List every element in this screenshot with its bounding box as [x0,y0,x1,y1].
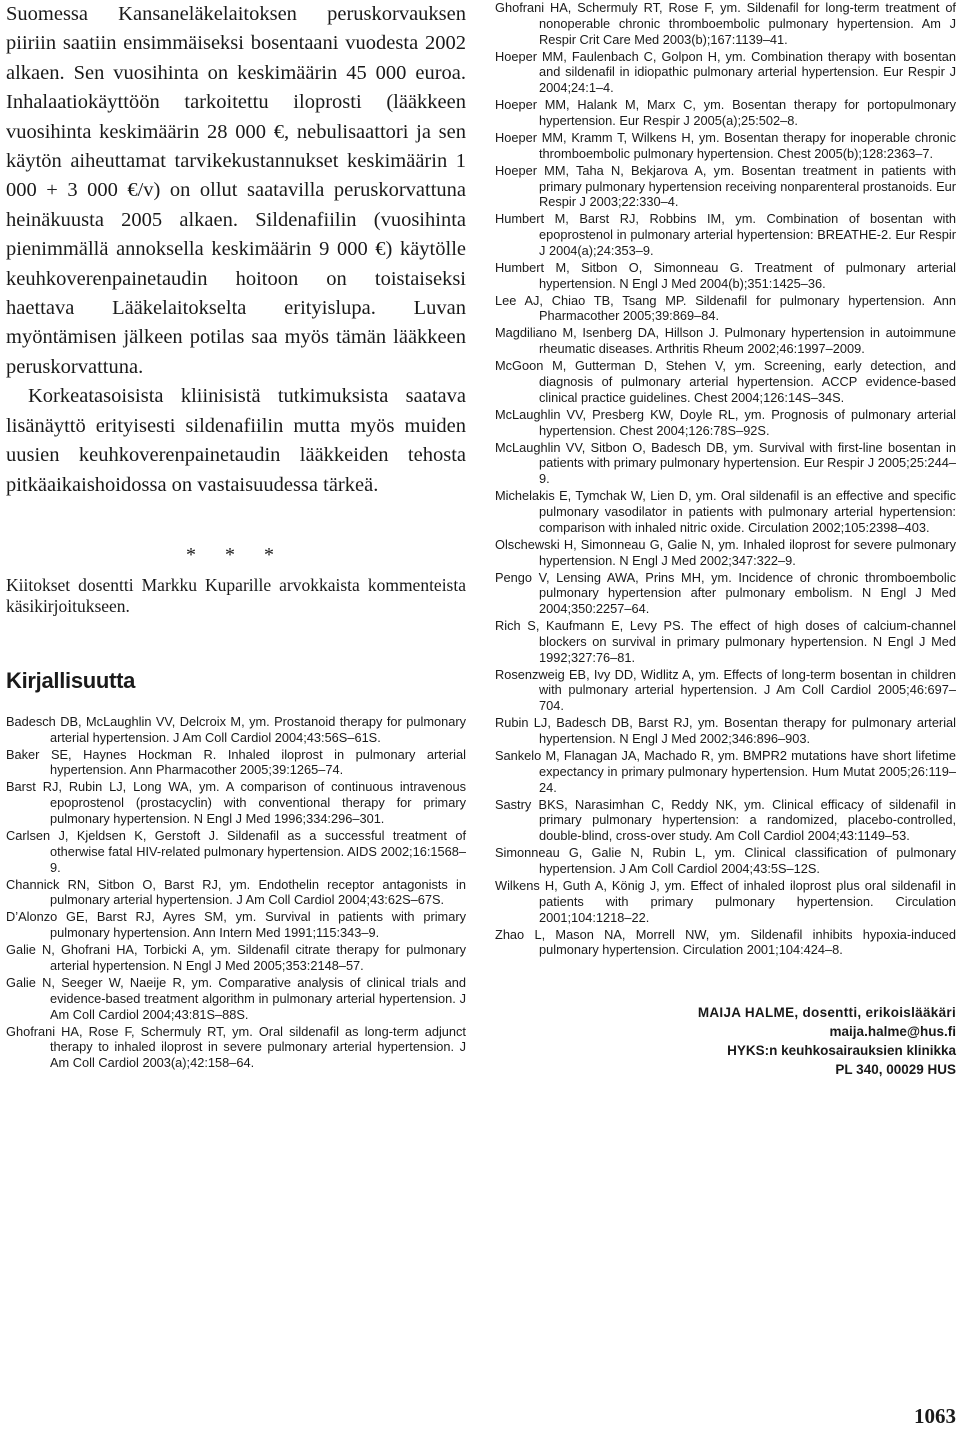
reference-list-left [6,714,466,1071]
author-affiliation: HYKS:n keuhkosairauksien klinikka [727,1043,956,1059]
reference-item: Zhao L, Mason NA, Morrell NW, ym. Sildenafil inhibits hypoxia-induced pulmonary hypertension. Circulation 2001;104:424–8. [495,926,956,958]
references-heading: Kirjallisuutta [6,667,136,693]
page-number: 1063 [914,1404,956,1428]
reference-item: Olschewski H, Simonneau G, Galie N, ym. Inhaled iloprost for severe pulmonary hypertension. N Engl J Med 2002;347:322–9. [495,536,956,568]
reference-item: Simonneau G, Galie N, Rubin L, ym. Clinical classification of pulmonary hypertension. J Am Coll Cardiol 2004;43:5S–12S. [495,845,956,876]
reference-item: Badesch DB, McLaughlin VV, Delcroix M, ym. Prostanoid therapy for pulmonary arterial hypertension. J Am Coll Cardiol 2004;43:56S–61S. [6,713,466,745]
reference-item: Hoeper MM, Faulenbach C, Golpon H, ym. Combination therapy with bosentan and sildenafil in idiopathic pulmonary arterial hypertension. Eur Respir J 2004;24:1–4. [495,48,956,96]
reference-item: Rubin LJ, Badesch DB, Barst RJ, ym. Bosentan therapy for pulmonary arterial hypertension. N Engl J Med 2002;346:896–903. [495,715,956,747]
author-email[interactable]: maija.halme@hus.fi [829,1024,956,1040]
reference-item: Hoeper MM, Halank M, Marx C, ym. Bosentan therapy for portopulmonary hypertension. Eur Respir J 2005(a);25:502–8. [495,97,956,128]
reference-item: Wilkens H, Guth A, König J, ym. Effect of inhaled iloprost plus oral sildenafil in patients with primary pulmonary hypertension. Circulation 2001;104:1218–22. [495,877,956,925]
body-paragraph-2: Korkeatasoisista kliinisistä tutkimuksista saatava lisänäyttö erityisesti sildenafiilin mutta myös muiden uusien keuhkoverenpainetaudin lääkkeiden tehosta pitkäaikaishoidossa on vastaisuudessa tärkeä. [6,385,466,496]
author-name: MAIJA HALME, dosentti, erikoislääkäri [697,1005,956,1021]
reference-item: Barst RJ, Rubin LJ, Long WA, ym. A comparison of continuous intravenous epoprostenol (prostacyclin) with conventional therapy for primary pulmonary hypertension. N Engl J Med 1996;334:296–301. [6,779,466,827]
left-column [6,0,466,1072]
reference-item: Rosenzweig EB, Ivy DD, Widlitz A, ym. Effects of long-term bosentan in children with pulmonary arterial hypertension. J Am Coll Cardiol 2005;46:697–704. [495,666,956,714]
reference-item: Hoeper MM, Taha N, Bekjarova A, ym. Bosentan treatment in patients with primary pulmonary hypertension receiving nonparenteral prostanoids. Eur Respir J 2003;22:330–4. [495,162,956,210]
reference-item: Lee AJ, Chiao TB, Tsang MP. Sildenafil for pulmonary hypertension. Ann Pharmacother 2005;39:869–84. [495,292,956,324]
reference-item: Humbert M, Sitbon O, Simonneau G. Treatment of pulmonary arterial hypertension. N Engl J Med 2004(b);351:1425–36. [495,259,956,291]
reference-item: Hoeper MM, Kramm T, Wilkens H, ym. Bosentan therapy for inoperable chronic thromboembolic pulmonary hypertension. Chest 2005(b);128:2363–7. [495,129,956,161]
reference-list-right [495,0,956,958]
reference-item: Sastry BKS, Narasimhan C, Reddy NK, ym. Clinical efficacy of sildenafil in primary pulmonary hypertension: a randomized, placebo-controlled, double-blind, cross-over study. Am Coll Cardiol 2004;43:1149–53. [495,796,956,844]
reference-item: Galie N, Seeger W, Naeije R, ym. Comparative analysis of clinical trials and evidence-based treatment algorithm in pulmonary arterial hypertension. J Am Coll Cardiol 2004;43:81S–88S. [6,974,466,1022]
right-column [495,0,956,1079]
reference-item: McLaughlin VV, Presberg KW, Doyle RL, ym. Prognosis of pulmonary arterial hypertension. Chest 2004;126:78S–92S. [495,406,956,438]
acknowledgement: Kiitokset dosentti Markku Kuparille arvokkaista kommenteista käsikirjoitukseen. [6,574,466,617]
article-body [6,0,466,500]
reference-item: Michelakis E, Tymchak W, Lien D, ym. Oral sildenafil is an effective and specific pulmonary vasodilator in patients with pulmonary arterial hypertension: comparison with inhaled nitric oxide. Circulation 2002;105:2398–403. [495,488,956,535]
reference-item: Sankelo M, Flanagan JA, Machado R, ym. BMPR2 mutations have short lifetime expectancy in primary pulmonary hypertension. Hum Mutat 2005;26:119–24. [495,748,956,795]
section-separator: * * * [186,543,286,566]
author-address: PL 340, 00029 HUS [835,1062,956,1078]
reference-item: Ghofrani HA, Rose F, Schermuly RT, ym. Oral sildenafil as long-term adjunct therapy to inhaled iloprost in severe pulmonary arterial hypertension. J Am Coll Cardiol 2003(a);42:158–64. [6,1023,466,1071]
reference-item: Channick RN, Sitbon O, Barst RJ, ym. Endothelin receptor antagonists in pulmonary arterial hypertension. J Am Coll Cardiol 2004;43:62S–67S. [6,876,466,908]
reference-item: Magdiliano M, Isenberg DA, Hillson J. Pulmonary hypertension in autoimmune rheumatic diseases. Arthritis Rheum 2002;46:1997–2009. [495,325,956,357]
reference-item: McLaughlin VV, Sitbon O, Badesch DB, ym. Survival with first-line bosentan in patients with primary pulmonary hypertension. Eur Respir J 2005;25:244–9. [495,439,956,487]
reference-item: Galie N, Ghofrani HA, Torbicki A, ym. Sildenafil citrate therapy for pulmonary arterial hypertension. N Engl J Med 2005;353:2148–57. [6,942,466,973]
reference-item: Rich S, Kaufmann E, Levy PS. The effect of high doses of calcium-channel blockers on survival in primary pulmonary hypertension. N Engl J Med 1992;327:76–81. [495,618,956,665]
reference-item: Baker SE, Haynes Hockman R. Inhaled iloprost in pulmonary arterial hypertension. Ann Pharmacother 2005;39:1265–74. [6,746,466,778]
reference-item: Carlsen J, Kjeldsen K, Gerstoft J. Sildenafil as a successful treatment of otherwise fatal HIV-related pulmonary hypertension. AIDS 2002;16:1568–9. [6,828,466,875]
reference-item: Pengo V, Lensing AWA, Prins MH, ym. Incidence of chronic thromboembolic pulmonary hypertension after pulmonary embolism. N Engl J Med 2004;350:2257–64. [495,569,956,617]
reference-item: Ghofrani HA, Schermuly RT, Rose F, ym. Sildenafil for long-term treatment of nonoperable chronic thromboembolic pulmonary hypertension. Am J Respir Crit Care Med 2003(b);167:1139–41. [495,0,956,47]
reference-item: McGoon M, Gutterman D, Stehen V, ym. Screening, early detection, and diagnosis of pulmonary arterial hypertension. ACCP evidence-based clinical practice guidelines. Chest 2004;126:14S–34S. [495,358,956,405]
author-signature [495,1003,956,1079]
reference-item: Humbert M, Barst RJ, Robbins IM, ym. Combination of bosentan with epoprostenol in pulmonary arterial hypertension: BREATHE-2. Eur Respir J 2004(a);24:353–9. [495,211,956,258]
body-paragraph-1: Suomessa Kansaneläkelaitoksen peruskorvauksen piiriin saatiin ensimmäiseksi bosentaani vuodesta 2002 alkaen. Sen vuosihinta on keskimäärin 45 000 euroa. Inhalaatiokäyttöön tarkoitettu iloprosti (lääkkeen vuosihinta keskimäärin 28 000 €, nebulisaattori ja sen käytön aiheuttamat tarvikekustannukset keskimäärin 1 000 + 3 000 €/v) on ollut saatavilla peruskorvattuna heinäkuusta 2005 alkaen. Sildenafiilin (vuosihinta pienimmällä annoksella keskimäärin 9 000 €) käytölle keuhkoverenpainetaudin hoitoon on toistaiseksi haettava Lääkelaitokselta erityislupa. Luvan myöntämisen jälkeen potilas saa myös tämän lääkkeen peruskorvattuna. [6,3,466,378]
reference-item: D’Alonzo GE, Barst RJ, Ayres SM, ym. Survival in patients with primary pulmonary hypertension. Ann Intern Med 1991;115:343–9. [6,909,466,941]
